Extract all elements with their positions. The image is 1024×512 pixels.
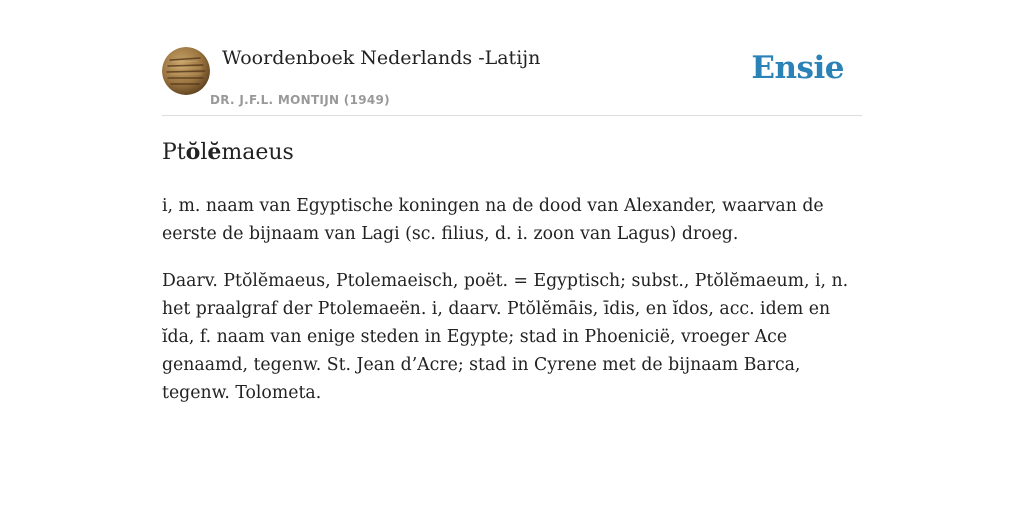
entry-definition-paragraph: i, m. naam van Egyptische koningen na de dood van Alexander, waarvan de eerste de bijnaam van Lagi (sc. filius, d. i. zoon van Lagus) droeg. <box>162 196 824 244</box>
headword-part-short-vowel: ŏ <box>185 139 201 165</box>
dictionary-title[interactable]: Woordenboek Nederlands -Latijn <box>222 47 541 69</box>
headword-part: maeus <box>221 140 294 165</box>
entry-headword <box>162 139 294 165</box>
dictionary-header <box>162 44 862 116</box>
book-cover-avatar[interactable] <box>162 47 210 95</box>
ensie-logo-link[interactable]: Ensie <box>751 50 844 86</box>
dictionary-author: DR. J.F.L. MONTIJN (1949) <box>210 93 390 107</box>
headword-part: l <box>200 140 208 165</box>
entry-derivation-paragraph: Daarv. Ptŏlĕmaeus, Ptolemaeisch, poët. = Egyptisch; subst., Ptŏlĕmaeum, i, n. het praalgraf der Ptolemaeën. i, daarv. Ptŏlĕmāis, īdis, en ĭdos, acc. idem en ĭda, f. naam van enige steden in Egypte; stad in Phoeniciё, vroeger Ace genaamd, tegenw. St. Jean d’Acre; stad in Cyrene met de bijnaam Barca, tegenw. Tolometa. <box>162 271 849 403</box>
inscription-tablet-icon <box>162 47 210 95</box>
headword-part-short-vowel: ĕ <box>207 139 222 165</box>
headword-part: Pt <box>162 140 186 165</box>
